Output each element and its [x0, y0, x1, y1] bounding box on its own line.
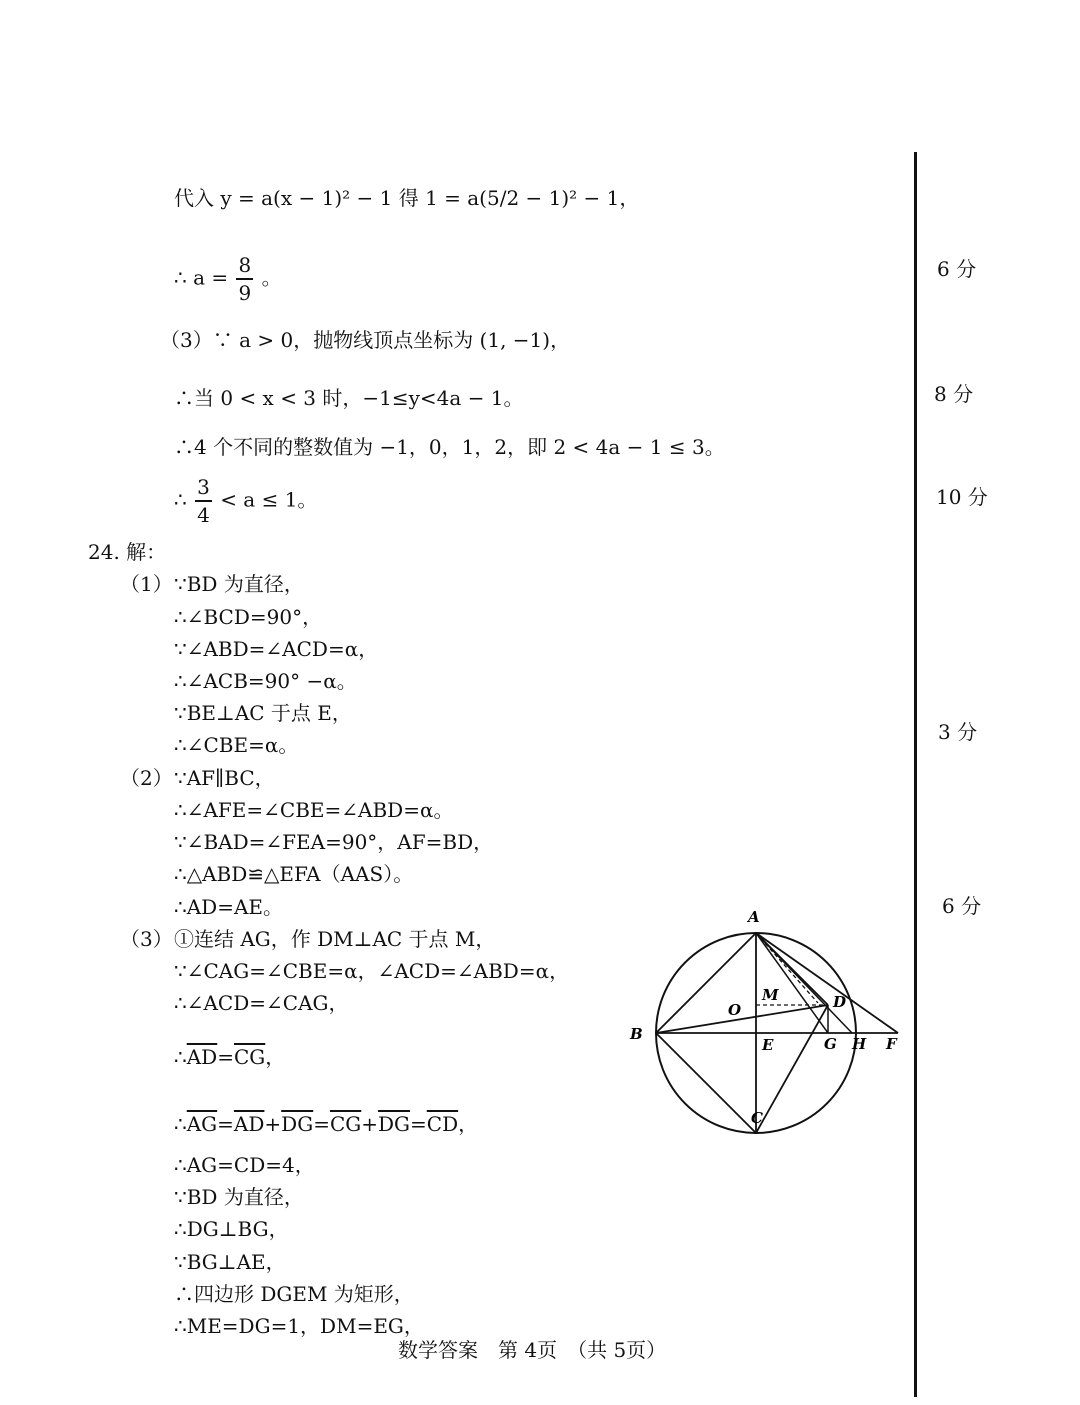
section-label: （1）	[120, 572, 173, 596]
label-h: H	[852, 1035, 867, 1053]
fraction-numerator: 3	[195, 474, 212, 502]
line-bd	[656, 1005, 828, 1033]
text-line: ∵∠BAD=∠FEA=90°，AF=BD，	[174, 830, 494, 854]
score-mark: 8 分	[934, 382, 974, 406]
label-f: F	[886, 1035, 897, 1053]
text-span: =	[410, 1112, 427, 1136]
score-mark: 6 分	[942, 894, 982, 918]
text-line: （3）∵ a > 0，抛物线顶点坐标为 (1, −1)，	[160, 328, 571, 352]
label-m: M	[762, 986, 779, 1004]
text-line: ∴AG=CD=4，	[174, 1153, 315, 1177]
line-ah	[756, 933, 852, 1033]
text-line: ∴ME=DG=1，DM=EG，	[174, 1314, 424, 1338]
text-line	[174, 1043, 285, 1071]
label-g: G	[824, 1035, 837, 1053]
line-af	[756, 933, 898, 1033]
fraction-denominator: 9	[238, 281, 252, 305]
line-cd	[756, 1005, 828, 1133]
text-span: +	[361, 1112, 378, 1136]
text-line: ∴AD=AE。	[174, 895, 284, 919]
score-mark: 3 分	[938, 720, 978, 744]
text-line: 代入 y = a(x − 1)² − 1 得 1 = a(5/2 − 1)² − 1，	[174, 186, 640, 210]
fraction	[195, 474, 212, 528]
arc-symbol: $\overline{CG}$	[329, 1112, 362, 1136]
text-span: =	[217, 1045, 234, 1069]
margin-rule	[914, 152, 917, 1397]
arc-symbol: $\overline{DG}$	[378, 1112, 411, 1136]
arc-symbol: $\overline{AD}$	[186, 1045, 218, 1069]
arc-symbol: $\overline{CG}$	[233, 1045, 266, 1069]
score-mark: 10 分	[936, 485, 988, 509]
arc-symbol: $\overline{AG}$	[186, 1112, 218, 1136]
text-line: ∴当 0 < x < 3 时，−1≤y<4a − 1。	[174, 386, 524, 410]
arc-symbol: $\overline{DG}$	[281, 1112, 314, 1136]
text-span: ，	[458, 1112, 479, 1136]
label-b: B	[630, 1025, 643, 1043]
text-span: +	[264, 1112, 282, 1136]
page-footer: 数学答案 第 4页 （共 5页）	[398, 1338, 667, 1362]
text-line: ∵BG⊥AE，	[174, 1250, 286, 1274]
text-span: ，	[265, 1045, 286, 1069]
fraction-numerator: 8	[236, 252, 253, 280]
text-span: ∴	[174, 1112, 187, 1136]
text-line: ∴4 个不同的整数值为 −1，0，1，2，即 2 < 4a − 1 ≤ 3。	[174, 435, 725, 459]
text-line	[174, 252, 282, 306]
question-heading: 24. 解：	[88, 540, 167, 564]
text-line: ∴∠CBE=α。	[174, 733, 299, 757]
text-span: ∴	[174, 1045, 187, 1069]
text-line: ∵BD 为直径，	[174, 1185, 304, 1209]
text-span: ∴	[174, 487, 187, 512]
text-line: ∵BD 为直径，	[174, 572, 304, 596]
text-line: ∵AF∥BC，	[174, 766, 275, 790]
text-line: ∴∠BCD=90°，	[174, 605, 323, 629]
label-e: E	[762, 1036, 774, 1054]
line-bc	[656, 1033, 756, 1133]
text-line: ∴△ABD≌△EFA（AAS）。	[174, 862, 414, 886]
text-line: ∴四边形 DGEM 为矩形，	[174, 1282, 414, 1306]
label-d: D	[833, 993, 847, 1011]
text-line: ∴∠ACB=90° −α。	[174, 669, 357, 693]
text-span: 。	[261, 265, 282, 290]
section-label: （3）	[120, 927, 173, 951]
text-line: ∴DG⊥BG，	[174, 1217, 289, 1241]
text-span: =	[313, 1112, 330, 1136]
text-line: ∴∠ACD=∠CAG，	[174, 991, 349, 1015]
line-ag	[756, 933, 828, 1033]
geometry-figure	[620, 900, 920, 1140]
fraction-denominator: 4	[197, 503, 210, 527]
label-o: O	[728, 1001, 742, 1019]
arc-symbol: $\overline{AD}$	[233, 1112, 265, 1136]
text-span: =	[217, 1112, 234, 1136]
text-span: < a ≤ 1。	[220, 487, 318, 512]
text-line	[174, 1110, 478, 1138]
fraction	[236, 252, 253, 306]
text-line: ∵∠ABD=∠ACD=α，	[174, 637, 379, 661]
text-line: ∴∠AFE=∠CBE=∠ABD=α。	[174, 798, 454, 822]
text-line: ①连结 AG，作 DM⊥AC 于点 M，	[174, 927, 496, 951]
text-line	[174, 474, 317, 528]
label-a: A	[748, 908, 760, 926]
section-label: （2）	[120, 766, 173, 790]
text-line: ∵BE⊥AC 于点 E，	[174, 701, 352, 725]
label-c: C	[751, 1109, 763, 1127]
arc-symbol: $\overline{CD}$	[426, 1112, 459, 1136]
score-mark: 6 分	[937, 257, 977, 281]
text-span: ∴ a =	[174, 265, 229, 290]
text-line: ∵∠CAG=∠CBE=α，∠ACD=∠ABD=α，	[174, 959, 570, 983]
